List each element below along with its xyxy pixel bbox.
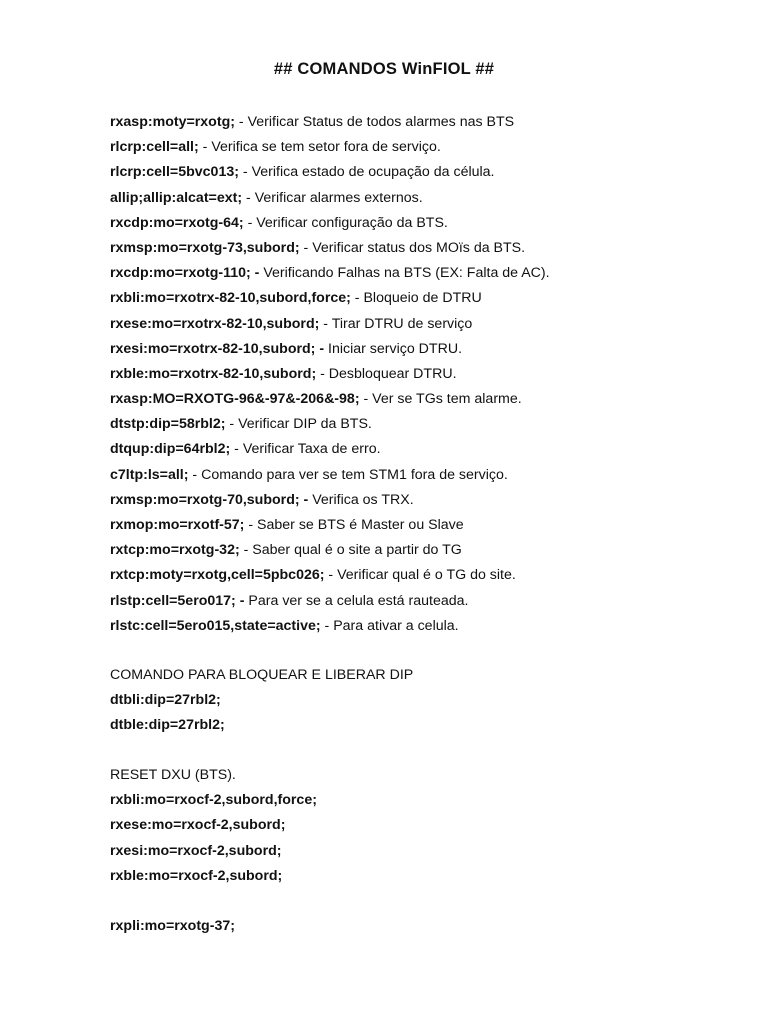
- command-separator: -: [299, 491, 313, 508]
- command-description: Verificar configuração da BTS.: [256, 214, 448, 231]
- command-row: [110, 238, 750, 263]
- command-separator: -: [350, 290, 364, 307]
- command-description: Para ativar a celula.: [333, 617, 459, 634]
- command-list: [110, 112, 750, 641]
- command-text: dtstp:dip=58rbl2;: [110, 416, 226, 433]
- command-description: Verificar Status de todos alarmes nas BTS: [247, 114, 515, 130]
- command-description: Verifica os TRX.: [312, 491, 414, 508]
- command-text: rxcdp:mo=rxotg-110;: [110, 265, 251, 282]
- command-row: [110, 389, 750, 414]
- command-separator: -: [235, 592, 249, 609]
- command-description: Verifica se tem setor fora de serviço.: [211, 139, 441, 156]
- command-row: [110, 490, 750, 515]
- command-separator: -: [299, 239, 313, 256]
- command-row: [110, 112, 750, 137]
- command-description: Verificar DIP da BTS.: [238, 416, 372, 433]
- command-row: [110, 314, 750, 339]
- command-description: Para ver se a celula está rauteada.: [248, 592, 469, 609]
- command-separator: -: [225, 416, 239, 433]
- command-description: Desbloquear DTRU.: [328, 365, 457, 382]
- command-row: [110, 465, 750, 490]
- command-description: Saber qual é o site a partir do TG: [252, 542, 462, 559]
- command-separator: -: [319, 315, 332, 332]
- command-text: rxmsp:mo=rxotg-73,subord;: [110, 239, 300, 256]
- command-description: Verifica estado de ocupação da célula.: [251, 164, 495, 181]
- dip-section: [110, 665, 750, 741]
- final-command-section: [110, 916, 750, 941]
- command-text: allip;allip:alcat=ext;: [110, 189, 243, 206]
- reset-command-line: rxese:mo=rxocf-2,subord;: [110, 817, 286, 834]
- command-separator: -: [324, 567, 338, 584]
- command-text: rxmop:mo=rxotf-57;: [110, 517, 245, 533]
- command-text: rxasp:MO=RXOTG-96&-97&-206&-98;: [110, 391, 360, 408]
- command-separator: -: [316, 365, 329, 382]
- command-description: Saber se BTS é Master ou Slave: [257, 517, 464, 533]
- command-separator: -: [188, 466, 202, 483]
- command-separator: -: [239, 542, 253, 559]
- command-text: rlcrp:cell=all;: [110, 139, 199, 156]
- command-text: rxtcp:mo=rxotg-32;: [110, 542, 240, 559]
- reset-command-line: rxesi:mo=rxocf-2,subord;: [110, 842, 282, 859]
- command-description: Ver se TGs tem alarme.: [372, 391, 522, 408]
- command-separator: -: [250, 265, 264, 282]
- command-text: rlstc:cell=5ero015,state=active;: [110, 617, 321, 634]
- command-row: [110, 565, 750, 590]
- command-row: [110, 364, 750, 389]
- command-description: Verificando Falhas na BTS (EX: Falta de AC).: [263, 265, 550, 282]
- command-separator: -: [359, 391, 373, 408]
- command-description: Verificar alarmes externos.: [254, 189, 423, 206]
- command-row: [110, 540, 750, 565]
- command-row: [110, 288, 750, 313]
- command-row: [110, 439, 750, 464]
- command-row: [110, 263, 750, 288]
- command-text: rxtcp:moty=rxotg,cell=5pbc026;: [110, 567, 325, 584]
- command-row: [110, 591, 750, 616]
- command-text: rxcdp:mo=rxotg-64;: [110, 214, 244, 231]
- command-text: rxble:mo=rxotrx-82-10,subord;: [110, 365, 317, 382]
- reset-command-line: rxble:mo=rxocf-2,subord;: [110, 867, 283, 884]
- command-text: rxesi:mo=rxotrx-82-10,subord;: [110, 340, 316, 357]
- command-row: [110, 339, 750, 364]
- reset-section-heading: RESET DXU (BTS).: [110, 767, 236, 783]
- command-separator: -: [320, 617, 334, 634]
- command-text: dtqup:dip=64rbl2;: [110, 441, 231, 458]
- page-title: ## COMANDOS WinFIOL ##: [273, 60, 495, 78]
- reset-section: [110, 765, 750, 891]
- command-text: rxasp:moty=rxotg;: [110, 114, 235, 130]
- command-separator: -: [238, 164, 252, 181]
- command-row: [110, 137, 750, 162]
- reset-command-line: rxbli:mo=rxocf-2,subord,force;: [110, 792, 317, 809]
- dip-command-line: dtble:dip=27rbl2;: [110, 717, 225, 734]
- command-row: [110, 515, 750, 540]
- command-separator: -: [230, 441, 243, 458]
- command-row: [110, 188, 750, 213]
- command-description: Iniciar serviço DTRU.: [328, 340, 463, 357]
- command-description: Bloqueio de DTRU: [363, 290, 482, 307]
- command-separator: -: [244, 517, 258, 533]
- command-text: c7ltp:ls=all;: [110, 466, 189, 483]
- command-description: Comando para ver se tem STM1 fora de serviço.: [201, 466, 508, 483]
- command-description: Tirar DTRU de serviço: [331, 315, 473, 332]
- command-text: rxbli:mo=rxotrx-82-10,subord,force;: [110, 290, 351, 307]
- command-row: [110, 213, 750, 238]
- command-text: rxmsp:mo=rxotg-70,subord;: [110, 491, 300, 508]
- command-text: rlcrp:cell=5bvc013;: [110, 164, 239, 181]
- command-separator: -: [315, 340, 329, 357]
- command-row: [110, 162, 750, 187]
- command-text: rlstp:cell=5ero017;: [110, 592, 236, 609]
- command-separator: -: [242, 189, 255, 206]
- command-separator: -: [243, 214, 257, 231]
- command-text: rxese:mo=rxotrx-82-10,subord;: [110, 315, 320, 332]
- dip-command-line: dtbli:dip=27rbl2;: [110, 692, 221, 709]
- command-description: Verificar Taxa de erro.: [242, 441, 381, 458]
- command-separator: -: [198, 139, 212, 156]
- command-description: Verificar qual é o TG do site.: [337, 567, 516, 584]
- command-separator: -: [234, 114, 248, 130]
- command-row: [110, 414, 750, 439]
- command-description: Verificar status dos MOïs da BTS.: [312, 239, 526, 256]
- dip-section-heading: COMANDO PARA BLOQUEAR E LIBERAR DIP: [110, 667, 414, 683]
- command-row: [110, 616, 750, 641]
- final-command-line: rxpli:mo=rxotg-37;: [110, 918, 235, 934]
